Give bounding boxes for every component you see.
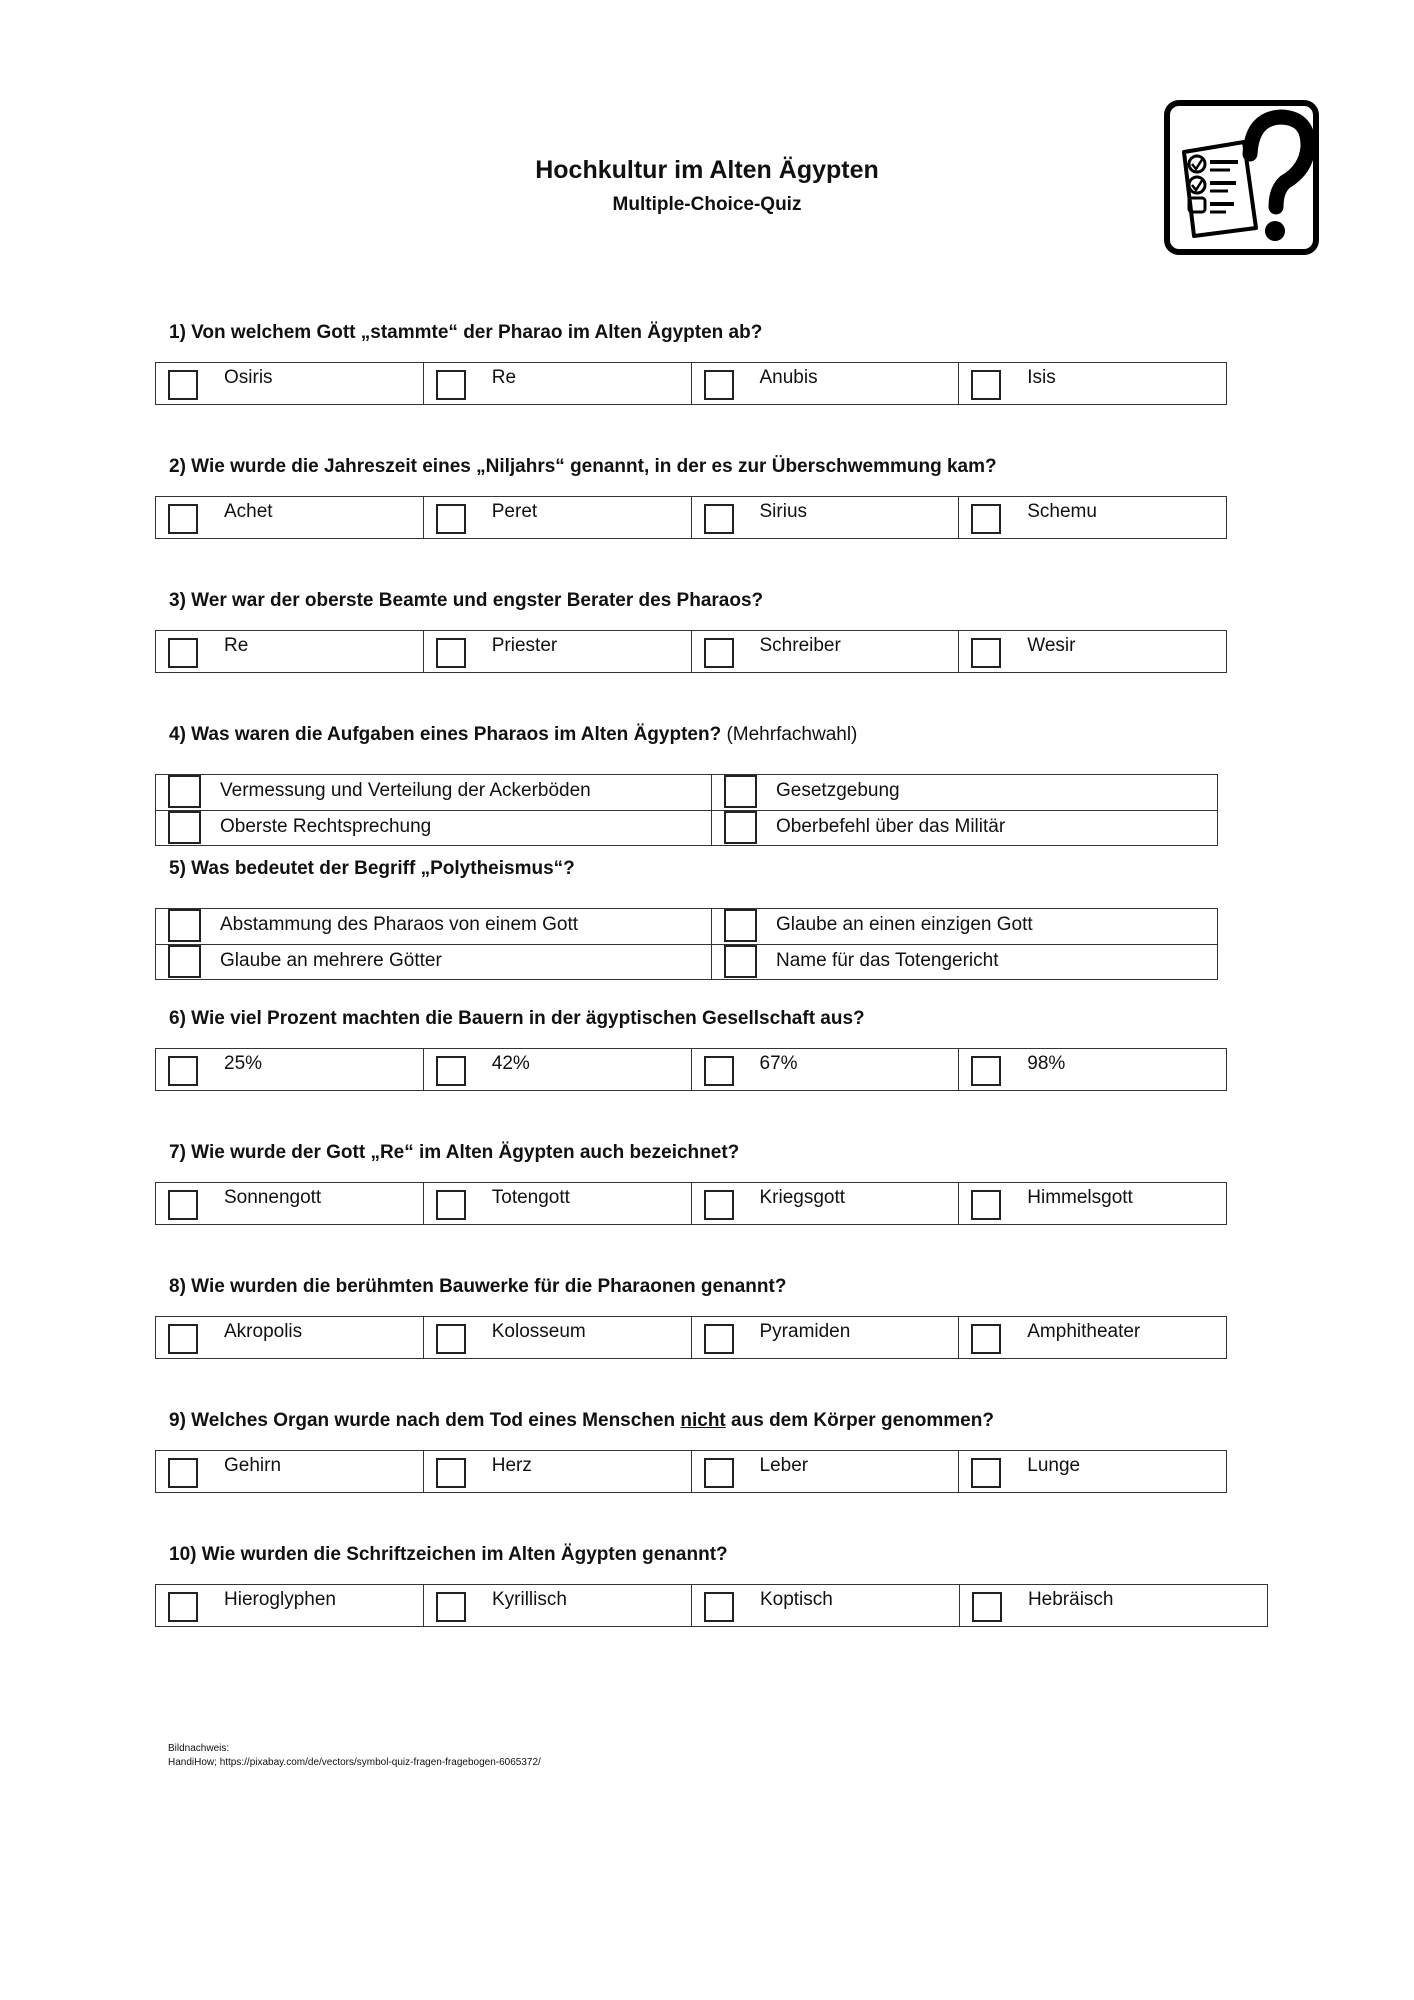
question-1-text: 1) Von welchem Gott „stammte“ der Pharao im Alten Ägypten ab? — [169, 322, 763, 343]
option-cell[interactable] — [958, 631, 1226, 672]
option-checkbox[interactable] — [436, 1324, 466, 1354]
option-cell[interactable] — [958, 1451, 1226, 1492]
question-8-options — [155, 1316, 1227, 1359]
question-4-label: 4) Was waren die Aufgaben eines Pharaos im Alten Ägypten? — [169, 724, 722, 745]
option-label: Schreiber — [759, 635, 841, 656]
question-6-options — [155, 1048, 1227, 1091]
image-credit — [168, 1742, 541, 1770]
option-cell[interactable] — [712, 775, 1217, 810]
option-label: Isis — [1027, 367, 1056, 388]
option-cell[interactable] — [691, 1451, 959, 1492]
option-label: Glaube an einen einzigen Gott — [776, 914, 1033, 935]
option-checkbox[interactable] — [168, 638, 198, 668]
question-5 — [155, 858, 1285, 1008]
option-label: Herz — [491, 1455, 532, 1476]
option-checkbox[interactable] — [971, 1324, 1001, 1354]
option-label: Re — [491, 367, 517, 388]
question-2-text: 2) Wie wurde die Jahreszeit eines „Niljahrs“ genannt, in der es zur Überschwemmung kam? — [169, 456, 997, 477]
option-cell[interactable] — [691, 1183, 959, 1224]
option-checkbox[interactable] — [168, 945, 201, 978]
option-label: Sonnengott — [224, 1187, 322, 1208]
option-checkbox[interactable] — [436, 1056, 466, 1086]
option-cell[interactable] — [156, 775, 712, 810]
option-checkbox[interactable] — [168, 370, 198, 400]
option-label: Kolosseum — [491, 1321, 586, 1342]
option-checkbox[interactable] — [971, 370, 1001, 400]
option-cell[interactable] — [156, 497, 423, 538]
option-cell[interactable] — [156, 1451, 423, 1492]
option-checkbox[interactable] — [724, 945, 757, 978]
option-checkbox[interactable] — [168, 504, 198, 534]
option-label: Oberste Rechtsprechung — [220, 816, 432, 837]
option-label: Amphitheater — [1027, 1321, 1141, 1342]
question-6 — [155, 1008, 1285, 1142]
question-3 — [155, 590, 1285, 724]
option-label: Hieroglyphen — [224, 1589, 336, 1610]
question-3-options — [155, 630, 1227, 673]
option-cell[interactable] — [423, 497, 691, 538]
option-row — [156, 944, 1217, 979]
option-checkbox[interactable] — [168, 1190, 198, 1220]
option-cell[interactable] — [156, 1585, 423, 1626]
question-10 — [155, 1544, 1285, 1678]
question-4-note: (Mehrfachwahl) — [726, 724, 858, 745]
quiz-question-icon — [1164, 100, 1319, 255]
option-checkbox[interactable] — [168, 1592, 198, 1622]
option-label: Abstammung des Pharaos von einem Gott — [220, 914, 579, 935]
option-checkbox[interactable] — [168, 775, 201, 808]
option-checkbox[interactable] — [704, 1190, 734, 1220]
question-4-options — [155, 774, 1218, 846]
option-label: Priester — [491, 635, 558, 656]
option-label: Himmelsgott — [1027, 1187, 1133, 1208]
option-label: Achet — [224, 501, 273, 522]
option-cell[interactable] — [958, 363, 1226, 404]
option-checkbox[interactable] — [168, 909, 201, 942]
option-checkbox[interactable] — [704, 504, 734, 534]
option-label: 98% — [1027, 1053, 1066, 1074]
option-cell[interactable] — [423, 1585, 691, 1626]
option-checkbox[interactable] — [971, 1190, 1001, 1220]
option-label: Osiris — [224, 367, 273, 388]
option-cell[interactable] — [958, 1049, 1226, 1090]
option-label: Kyrillisch — [491, 1589, 567, 1610]
option-checkbox[interactable] — [971, 1056, 1001, 1086]
question-7 — [155, 1142, 1285, 1276]
question-10-options — [155, 1584, 1268, 1627]
question-9 — [155, 1410, 1285, 1544]
option-cell[interactable] — [156, 1317, 423, 1358]
option-cell[interactable] — [423, 1451, 691, 1492]
option-checkbox[interactable] — [436, 638, 466, 668]
option-cell[interactable] — [156, 1049, 423, 1090]
option-label: Hebräisch — [1027, 1589, 1114, 1610]
question-5-text: 5) Was bedeutet der Begriff „Polytheismus“? — [169, 858, 575, 879]
option-cell[interactable] — [156, 945, 712, 979]
option-cell[interactable] — [423, 363, 691, 404]
question-9-text-before: 9) Welches Organ wurde nach dem Tod eines Menschen — [169, 1410, 681, 1431]
question-9-text-after: aus dem Körper genommen? — [725, 1410, 994, 1431]
question-9-options — [155, 1450, 1227, 1493]
option-cell[interactable] — [712, 909, 1217, 944]
option-row — [156, 810, 1217, 845]
credit-label: Bildnachweis: — [168, 1743, 230, 1754]
option-row — [156, 909, 1217, 944]
option-checkbox[interactable] — [168, 1458, 198, 1488]
option-cell[interactable] — [958, 1183, 1226, 1224]
option-label: Name für das Totengericht — [776, 950, 999, 971]
option-label: Gehirn — [224, 1455, 282, 1476]
option-label: Glaube an mehrere Götter — [220, 950, 442, 971]
question-7-text: 7) Wie wurde der Gott „Re“ im Alten Ägypten auch bezeichnet? — [169, 1142, 740, 1163]
option-cell[interactable] — [156, 909, 712, 944]
option-cell[interactable] — [423, 631, 691, 672]
option-cell[interactable] — [691, 1049, 959, 1090]
option-checkbox[interactable] — [971, 1458, 1001, 1488]
question-3-text: 3) Wer war der oberste Beamte und engster Berater des Pharaos? — [169, 590, 764, 611]
option-checkbox[interactable] — [724, 909, 757, 942]
option-checkbox[interactable] — [704, 638, 734, 668]
option-label: Oberbefehl über das Militär — [776, 816, 1006, 837]
option-checkbox[interactable] — [168, 811, 201, 844]
option-checkbox[interactable] — [436, 1458, 466, 1488]
credit-source: HandiHow; https://pixabay.com/de/vectors/symbol-quiz-fragen-fragebogen-6065372/ — [168, 1757, 541, 1768]
option-checkbox[interactable] — [436, 504, 466, 534]
option-cell[interactable] — [691, 363, 959, 404]
option-checkbox[interactable] — [972, 1592, 1002, 1622]
option-label: 42% — [491, 1053, 530, 1074]
option-label: Vermessung und Verteilung der Ackerböden — [220, 780, 591, 801]
option-cell[interactable] — [156, 631, 423, 672]
option-checkbox[interactable] — [704, 1056, 734, 1086]
question-2-options — [155, 496, 1227, 539]
question-list — [155, 322, 1285, 1678]
option-label: Leber — [759, 1455, 809, 1476]
question-9-emphasis: nicht — [680, 1410, 726, 1431]
option-checkbox[interactable] — [436, 370, 466, 400]
option-cell[interactable] — [423, 1183, 691, 1224]
option-checkbox[interactable] — [704, 370, 734, 400]
question-6-text: 6) Wie viel Prozent machten die Bauern in der ägyptischen Gesellschaft aus? — [169, 1008, 865, 1029]
option-label: Akropolis — [224, 1321, 303, 1342]
option-cell[interactable] — [156, 1183, 423, 1224]
option-cell[interactable] — [691, 497, 959, 538]
option-label: Koptisch — [759, 1589, 833, 1610]
option-checkbox[interactable] — [704, 1592, 734, 1622]
option-checkbox[interactable] — [704, 1458, 734, 1488]
question-8-text: 8) Wie wurden die berühmten Bauwerke für die Pharaonen genannt? — [169, 1276, 787, 1297]
question-9-text — [169, 1410, 1285, 1450]
option-label: Sirius — [759, 501, 808, 522]
page-title: Hochkultur im Alten Ägypten — [535, 156, 879, 184]
option-cell[interactable] — [156, 811, 712, 845]
option-label: Re — [224, 635, 249, 656]
option-checkbox[interactable] — [971, 638, 1001, 668]
option-label: Pyramiden — [759, 1321, 851, 1342]
option-label: Wesir — [1027, 635, 1076, 656]
option-row — [156, 775, 1217, 810]
option-label: Peret — [491, 501, 538, 522]
option-checkbox[interactable] — [436, 1592, 466, 1622]
option-cell[interactable] — [712, 945, 1217, 979]
question-2 — [155, 456, 1285, 590]
question-4 — [155, 724, 1285, 858]
option-checkbox[interactable] — [704, 1324, 734, 1354]
option-cell[interactable] — [156, 363, 423, 404]
option-cell[interactable] — [423, 1317, 691, 1358]
option-cell[interactable] — [712, 811, 1217, 845]
question-8 — [155, 1276, 1285, 1410]
question-1-options — [155, 362, 1227, 405]
option-label: Kriegsgott — [759, 1187, 846, 1208]
option-cell[interactable] — [691, 1585, 959, 1626]
option-cell[interactable] — [958, 497, 1226, 538]
option-label: Schemu — [1027, 501, 1097, 522]
option-label: Totengott — [491, 1187, 570, 1208]
option-checkbox[interactable] — [436, 1190, 466, 1220]
option-cell[interactable] — [423, 1049, 691, 1090]
page-subtitle: Multiple-Choice-Quiz — [612, 194, 802, 215]
option-cell[interactable] — [959, 1585, 1267, 1626]
option-cell[interactable] — [958, 1317, 1226, 1358]
option-label: Lunge — [1027, 1455, 1081, 1476]
option-checkbox[interactable] — [168, 1324, 198, 1354]
option-checkbox[interactable] — [724, 811, 757, 844]
option-label: 25% — [224, 1053, 263, 1074]
option-checkbox[interactable] — [168, 1056, 198, 1086]
option-checkbox[interactable] — [971, 504, 1001, 534]
option-label: Gesetzgebung — [776, 780, 900, 801]
option-cell[interactable] — [691, 1317, 959, 1358]
option-label: 67% — [759, 1053, 798, 1074]
option-label: Anubis — [759, 367, 818, 388]
question-10-text: 10) Wie wurden die Schriftzeichen im Alten Ägypten genannt? — [169, 1544, 728, 1565]
question-1 — [155, 322, 1285, 456]
question-7-options — [155, 1182, 1227, 1225]
option-cell[interactable] — [691, 631, 959, 672]
question-4-text — [169, 724, 1285, 774]
question-5-options — [155, 908, 1218, 980]
option-checkbox[interactable] — [724, 775, 757, 808]
